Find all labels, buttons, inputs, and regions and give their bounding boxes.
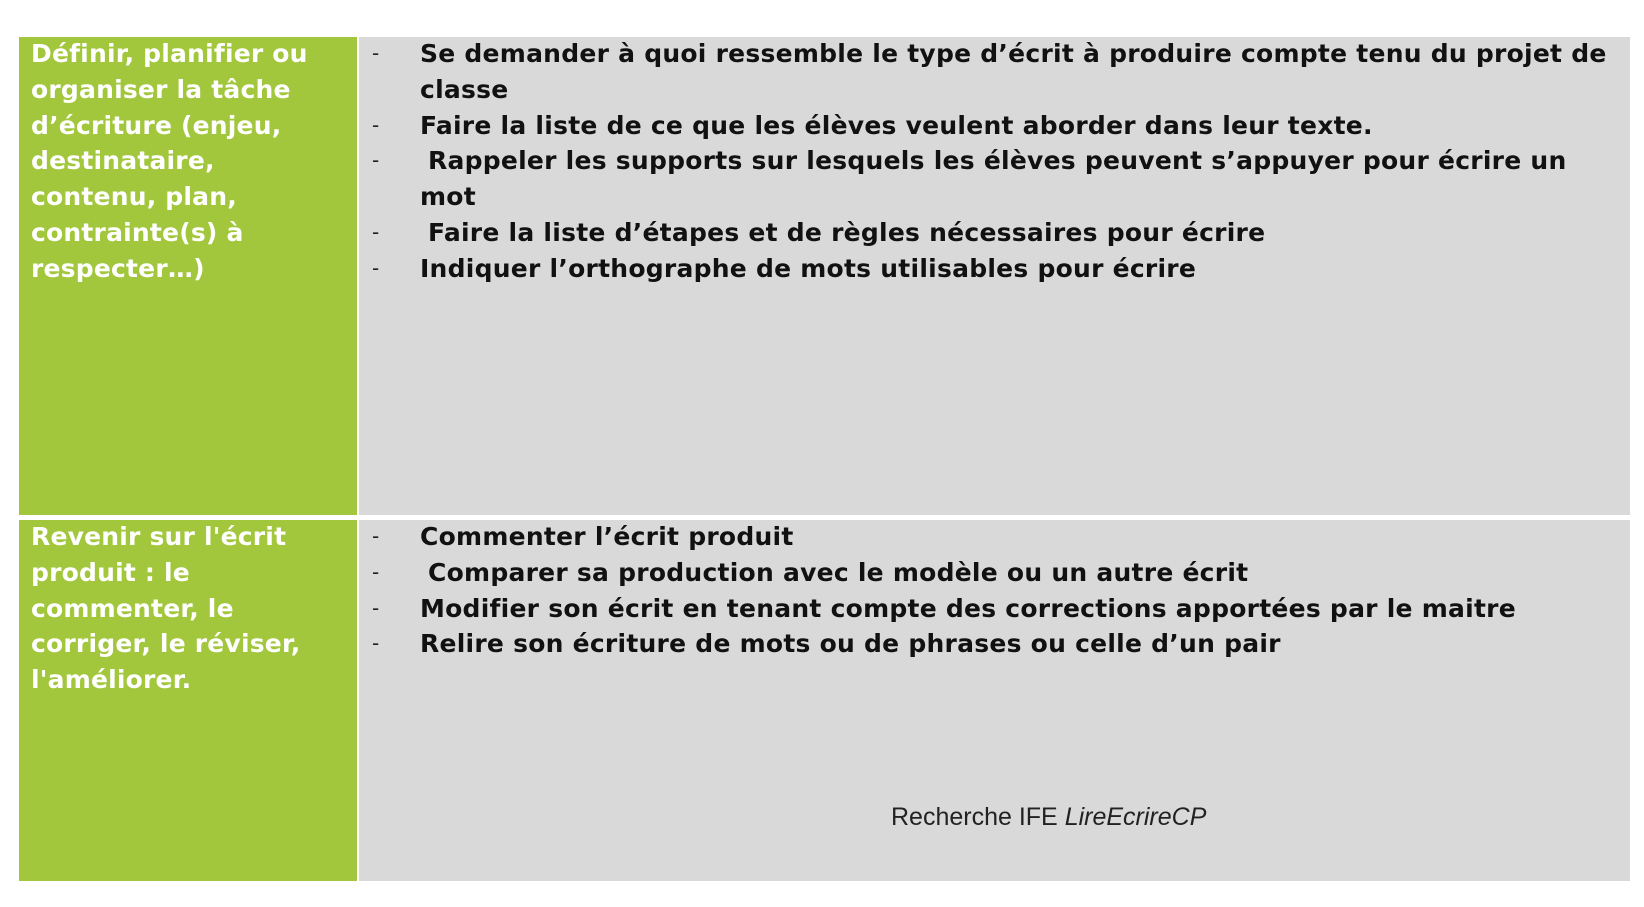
list-item bbox=[359, 143, 1610, 215]
list-item-text: Modifier son écrit en tenant compte des corrections apportées par le maitre bbox=[420, 593, 1516, 623]
dash-bullet: - bbox=[372, 559, 380, 584]
source-caption-title: LireEcrireCP bbox=[1064, 803, 1207, 831]
list-item bbox=[359, 591, 1610, 627]
table-row-revision bbox=[19, 520, 1630, 881]
dash-bullet: - bbox=[372, 595, 380, 620]
row-label: Revenir sur l'écrit produit : le commenter, le corriger, le réviser, l'améliorer. bbox=[31, 522, 301, 695]
bullet-list bbox=[359, 36, 1610, 287]
list-item bbox=[359, 251, 1610, 287]
list-item bbox=[359, 555, 1610, 591]
list-item bbox=[359, 108, 1610, 144]
dash-bullet: - bbox=[372, 148, 380, 173]
row-content-cell bbox=[359, 37, 1630, 515]
list-item-text: Comparer sa production avec le modèle ou un autre écrit bbox=[428, 557, 1249, 587]
list-item-text: Se demander à quoi ressemble le type d’écrit à produire compte tenu du projet de classe bbox=[420, 39, 1607, 104]
list-item bbox=[359, 626, 1610, 662]
source-caption-prefix: Recherche IFE bbox=[891, 803, 1065, 831]
dash-bullet: - bbox=[372, 112, 380, 137]
bullet-list bbox=[359, 519, 1610, 662]
source-caption bbox=[891, 803, 1206, 832]
dash-bullet: - bbox=[372, 524, 380, 548]
row-label-cell bbox=[19, 520, 357, 881]
list-item bbox=[359, 519, 1610, 555]
dash-bullet: - bbox=[372, 41, 380, 65]
list-item-text: Indiquer l’orthographe de mots utilisables pour écrire bbox=[420, 253, 1197, 283]
list-item-text: Commenter l’écrit produit bbox=[420, 522, 794, 551]
dash-bullet: - bbox=[372, 631, 380, 656]
table-row-planning bbox=[19, 37, 1630, 515]
list-item bbox=[359, 215, 1610, 251]
list-item-text: Faire la liste de ce que les élèves veulent aborder dans leur texte. bbox=[420, 110, 1373, 140]
dash-bullet: - bbox=[372, 255, 380, 280]
list-item-text: Faire la liste d’étapes et de règles nécessaires pour écrire bbox=[428, 217, 1266, 247]
list-item bbox=[359, 36, 1610, 108]
list-item-text: Relire son écriture de mots ou de phrases ou celle d’un pair bbox=[420, 629, 1281, 659]
row-label-cell bbox=[19, 37, 357, 515]
dash-bullet: - bbox=[372, 219, 380, 244]
row-label: Définir, planifier ou organiser la tâche d’écriture (enjeu, destinataire, contenu, plan, contrainte(s) à respecter…) bbox=[31, 39, 308, 283]
list-item-text: Rappeler les supports sur lesquels les élèves peuvent s’appuyer pour écrire un mot bbox=[420, 146, 1567, 212]
row-content-cell bbox=[359, 520, 1630, 881]
